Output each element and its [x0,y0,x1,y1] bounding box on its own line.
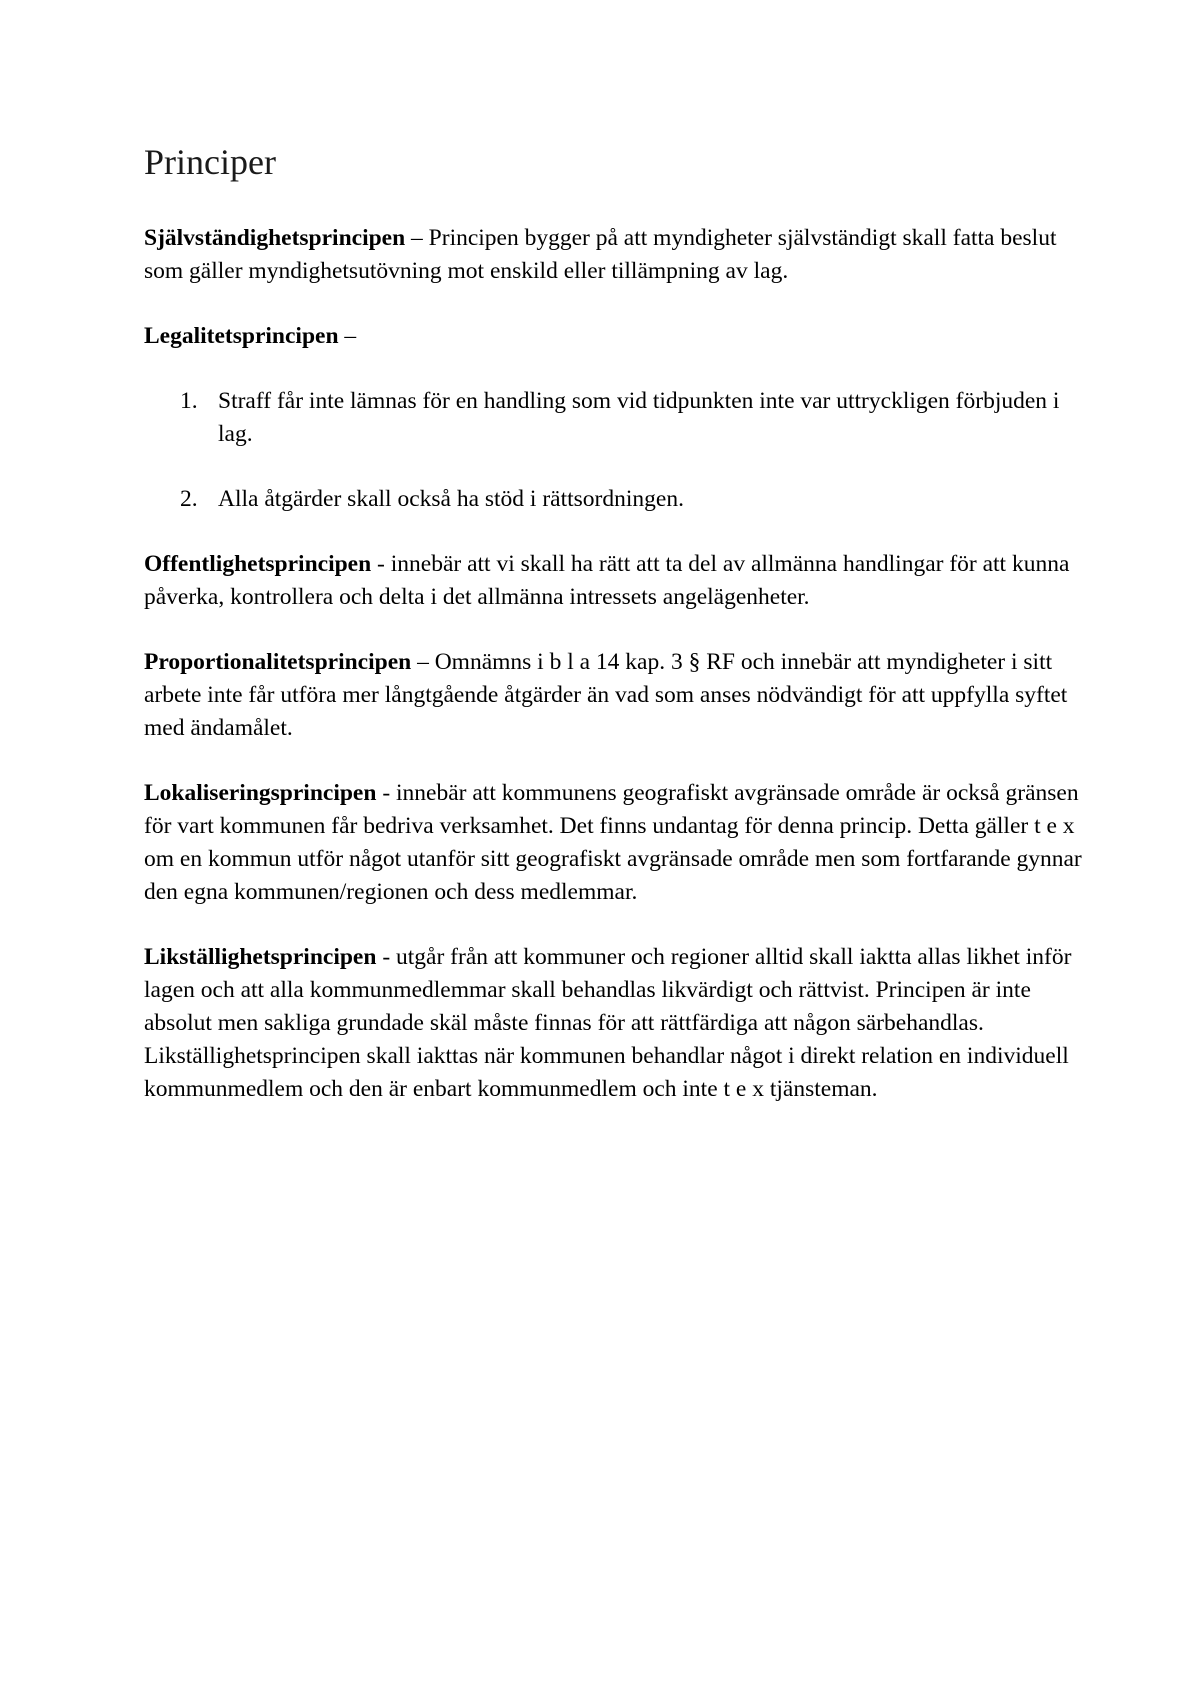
list-item [144,483,1084,516]
section-term: Likställighetsprincipen [144,944,377,970]
list-item-text: Alla åtgärder skall också ha stöd i rättsordningen. [218,486,684,512]
legalitet-list [144,385,1084,516]
section-text: – Principen bygger på att myndigheter självständigt skall fatta beslut som gäller myndighetsutövning mot enskild eller tillämpning av lag. [144,225,1057,284]
section-term: Legalitetsprincipen [144,323,339,349]
list-number: 1. [180,388,198,414]
section-sjalvstandighetsprincipen [144,222,1084,288]
section-legalitetsprincipen [144,320,1084,353]
section-term: Offentlighetsprincipen [144,551,372,577]
section-lokaliseringsprincipen [144,777,1084,909]
section-text: - innebär att kommunens geografiskt avgränsade område är också gränsen för vart kommunen får bedriva verksamhet. Det finns undantag för denna princip. Detta gäller t e x om en kommun utför något utanför sitt geografiskt avgränsade område men som fortfarande gynnar den egna kommunen/regionen och dess medlemmar. [144,780,1082,905]
document-page [144,140,1084,1138]
section-term: Lokaliseringsprincipen [144,780,377,806]
section-offentlighetsprincipen [144,548,1084,614]
section-term: Proportionalitetsprincipen [144,649,412,675]
section-text: – [338,323,357,349]
section-text: - innebär att vi skall ha rätt att ta del av allmänna handlingar för att kunna påverka, kontrollera och delta i det allmänna intressets angelägenheter. [144,551,1070,610]
list-item-text: Straff får inte lämnas för en handling som vid tidpunkten inte var uttryckligen förbjuden i lag. [218,388,1060,447]
section-text: – Omnämns i b l a 14 kap. 3 § RF och innebär att myndigheter i sitt arbete inte får utföra mer långtgående åtgärder än vad som anses nödvändigt för att uppfylla syftet med ändamålet. [144,649,1068,741]
list-item [144,385,1084,451]
section-term: Självständighetsprincipen [144,225,406,251]
section-likstallighetsprincipen [144,941,1084,1106]
list-number: 2. [180,486,198,512]
section-proportionalitetsprincipen [144,646,1084,745]
section-text: - utgår från att kommuner och regioner alltid skall iaktta allas likhet inför lagen och att alla kommunmedlemmar skall behandlas likvärdigt och rättvist. Principen är inte absolut men sakliga grundade skäl måste finnas för att rättfärdiga att någon särbehandlas. Likställighetsprincipen skall iakttas när kommunen behandlar något i direkt relation en individuell kommunmedlem och den är enbart kommunmedlem och inte t e x tjänsteman. [144,944,1072,1102]
document-title: Principer [144,142,276,182]
